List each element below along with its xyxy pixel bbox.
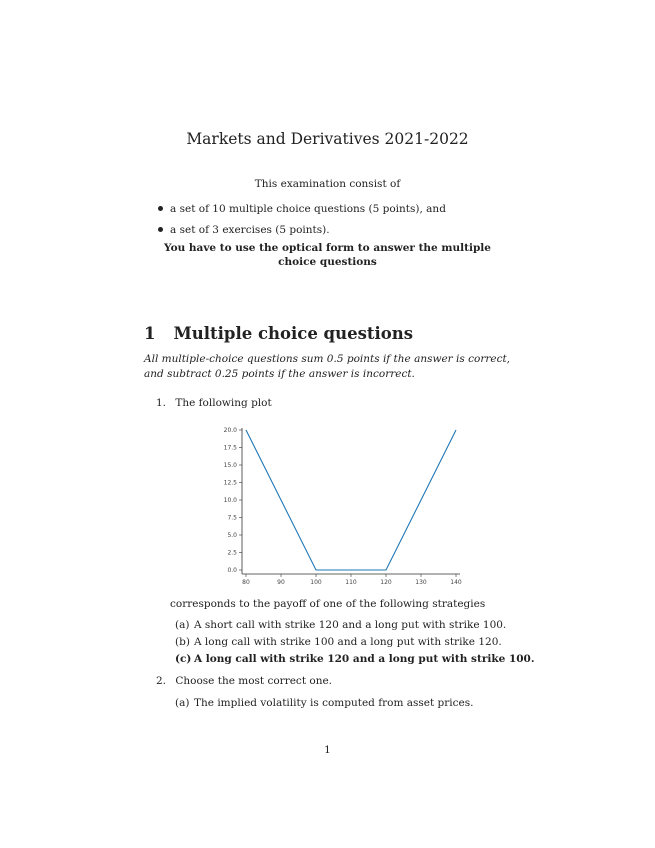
y-tick-label: 15.0: [223, 462, 237, 469]
bullet-icon: [158, 227, 163, 232]
y-tick-label: 2.5: [227, 549, 237, 557]
bullet-item: [158, 198, 446, 219]
question-number: 2.: [156, 675, 167, 687]
option-label: (a): [175, 619, 190, 631]
payoff-plot: [218, 422, 463, 587]
question-1-followup: corresponds to the payoff of one of the following strategies: [170, 598, 486, 610]
question-text: Choose the most correct one.: [175, 675, 333, 687]
payoff-series-line: [246, 430, 456, 570]
y-tick-label: 5.0: [227, 532, 237, 539]
question-1: [156, 397, 272, 409]
section-title: Multiple choice questions: [173, 324, 414, 343]
y-tick-label: 0.0: [227, 567, 237, 574]
option-text: A short call with strike 120 and a long put with strike 100.: [194, 619, 507, 631]
intro-text: This examination consist of: [254, 178, 401, 190]
y-tick-label: 20.0: [223, 427, 237, 434]
section-heading: [144, 324, 413, 343]
y-tick-label: 7.5: [227, 514, 237, 522]
bullet-text: a set of 3 exercises (5 points).: [170, 223, 330, 236]
option-text: A long call with strike 120 and a long put with strike 100.: [194, 653, 535, 665]
x-tick-label: 100: [310, 579, 322, 586]
payoff-chart: [218, 422, 463, 587]
question-2: [156, 675, 332, 687]
option-label: (c): [175, 653, 192, 665]
option-label: (b): [175, 636, 190, 648]
section-number: 1: [144, 324, 156, 343]
x-tick-label: 80: [242, 579, 250, 586]
option-1a: [175, 619, 506, 631]
x-tick-label: 110: [345, 579, 357, 586]
bullet-icon: [158, 206, 163, 211]
document-title: Markets and Derivatives 2021-2022: [186, 130, 469, 148]
question-number: 1.: [156, 397, 167, 409]
bullet-list: [158, 198, 446, 240]
page-number: 1: [324, 744, 331, 756]
y-tick-label: 17.5: [223, 444, 237, 452]
section-lead: All multiple-choice questions sum 0.5 points if the answer is correct, and subtract 0.25 points if the answer is incorrect.: [144, 353, 511, 380]
option-1c: [175, 653, 535, 665]
x-tick-label: 90: [277, 579, 285, 586]
optical-form-notice: You have to use the optical form to answer the multiple choice questions: [164, 242, 491, 268]
question-text: The following plot: [175, 397, 272, 409]
x-tick-label: 140: [450, 579, 462, 586]
option-label: (a): [175, 697, 190, 709]
option-2a: [175, 697, 473, 709]
option-1b: [175, 636, 502, 648]
x-tick-label: 130: [415, 579, 427, 586]
y-tick-label: 10.0: [223, 497, 237, 504]
option-text: A long call with strike 100 and a long put with strike 120.: [194, 636, 502, 648]
bullet-text: a set of 10 multiple choice questions (5 points), and: [170, 202, 446, 215]
option-text: The implied volatility is computed from asset prices.: [194, 697, 474, 709]
bullet-item: [158, 219, 446, 240]
y-tick-label: 12.5: [223, 479, 237, 487]
x-tick-label: 120: [380, 579, 392, 586]
